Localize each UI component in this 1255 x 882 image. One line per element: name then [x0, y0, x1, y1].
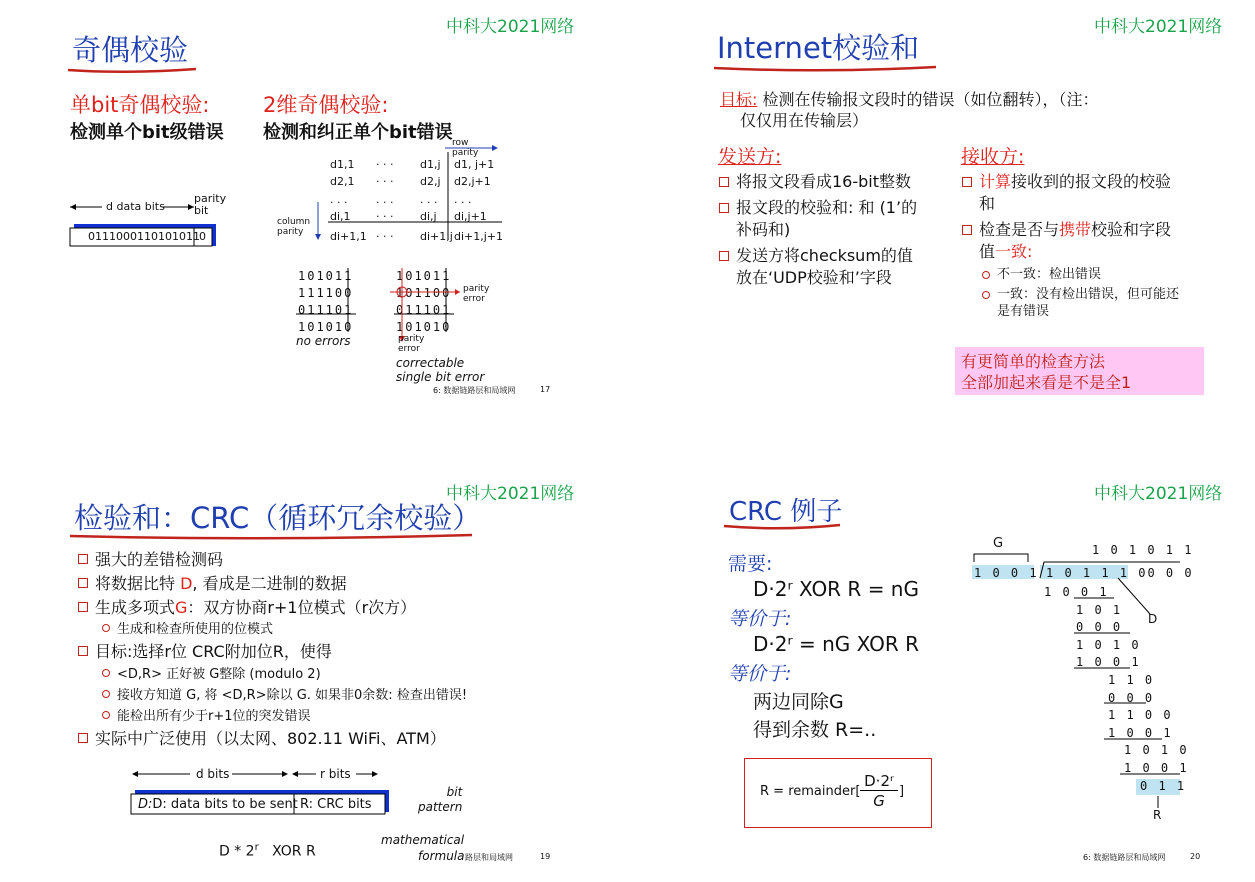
data-bits-box-label: D:D: data bits to be sent: [138, 797, 298, 812]
crc-bits-box-label: R: CRC bits: [300, 797, 372, 812]
list-item: <D,R> 正好被 G整除 (modulo 2): [78, 664, 538, 685]
list-item: 强大的差错检测码: [78, 548, 538, 572]
dividend: 1 0 1 1 1 00 0 0: [1046, 566, 1194, 580]
divisor-label: G: [993, 536, 1004, 551]
single-bit-error-label: single bit error: [396, 370, 485, 384]
single-parity-heading: 单bit奇偶校验:: [70, 93, 210, 117]
division-steps: 1 0 0 1 1 0 1 0 0 0 1 0 1 0 1 0 0 1 1 1 0 0 0 0 1 1 0 0 1 0 0 1 1 0 1 0 1 0 0 1 0 1 1: [1044, 585, 1189, 793]
slide-footer: 6: 数据链路层和局域网: [1083, 853, 1166, 862]
two-dim-parity-desc: 检测和纠正单个bit错误: [263, 122, 453, 143]
slide-footer: 6: 数据链路层和局域网: [433, 386, 516, 395]
d-bits-label: d bits: [196, 767, 230, 781]
list-item: 不一致：检出错误: [982, 266, 1184, 283]
note-box: [955, 347, 1204, 395]
title-underline: [66, 64, 206, 78]
title-underline: [722, 520, 846, 534]
single-parity-desc: 检测单个bit级错误: [70, 122, 224, 143]
slide-title: CRC 例子: [729, 497, 843, 527]
list-item: 报文段的校验和: 和 (1’的补码和): [719, 197, 919, 241]
page-number: 17: [540, 385, 551, 394]
quotient: 1 0 1 0 1 1: [1092, 543, 1194, 557]
list-item: 目标:选择r位 CRC附加位R，使得: [78, 640, 538, 664]
list-item: 将报文段看成16-bit整数: [719, 171, 919, 193]
parity-bit-label: parity bit: [194, 192, 227, 217]
divisor: 1 0 0 1: [974, 566, 1039, 580]
list-item: 接收方知道 G, 将 <D,R>除以 G. 如果非0余数: 检查出错误!: [78, 685, 538, 706]
data-word: 0111000110101011: [88, 230, 200, 243]
equation-2: D·2ʳ = nG XOR R: [753, 632, 919, 656]
parity-error-label-row: parity error: [463, 284, 490, 304]
formula-label: formula: [418, 849, 465, 863]
parity-error-label-col: parity error: [398, 334, 425, 354]
page-number: 19: [540, 852, 551, 861]
r-bits-label: r bits: [320, 767, 351, 781]
list-item: 检查是否与携带校验和字段值一致:: [962, 219, 1184, 263]
d-pointer-label: D: [1148, 612, 1158, 626]
receiver-list: [962, 171, 1184, 320]
list-item: 计算接收到的报文段的校验和: [962, 171, 1184, 215]
sender-heading: 发送方:: [718, 146, 782, 168]
bit-pattern-label: bit pattern: [418, 785, 463, 814]
receiver-heading: 接收方:: [961, 146, 1025, 168]
correctable-label: correctable: [396, 356, 465, 370]
column-parity-label: column parity: [277, 217, 311, 237]
math-label: mathematical: [381, 833, 465, 847]
goal-line: 目标: 检测在传输报文段时的错误（如位翻转），（注：: [720, 90, 1099, 109]
title-underline: [712, 62, 942, 76]
two-dim-parity-heading: 2维奇偶校验:: [263, 93, 389, 117]
goal-line-2: 仅仅用在传输层）: [740, 111, 869, 130]
remainder-close: ]: [899, 784, 905, 799]
remainder-text: R = remainder[: [760, 784, 861, 799]
error-grid: 101011 101100 011101 101010: [396, 269, 452, 334]
slide-footer: 路层和局域网: [465, 853, 513, 862]
org-label: 中科大2021网络: [1094, 17, 1223, 37]
remainder-denominator: G: [873, 792, 885, 810]
list-item: 能检出所有少于r+1位的突发错误: [78, 706, 538, 727]
d-data-bits-label: d data bits: [106, 200, 165, 213]
slide-title: 奇偶校验: [72, 33, 189, 67]
list-item: 一致：没有检出错误，但可能还是有错误: [982, 286, 1184, 320]
no-error-grid: 101011 111100 011101 101010: [298, 269, 354, 334]
no-errors-label: no errors: [296, 334, 351, 348]
parity-example-lines: [290, 262, 490, 342]
equiv-label-2: 等价于:: [728, 663, 792, 685]
org-label: 中科大2021网络: [1094, 484, 1223, 504]
list-item: 将数据比特 D, 看成是二进制的数据: [78, 572, 538, 596]
list-item: 生成多项式G：双方协商r+1位模式（r次方）: [78, 596, 538, 620]
slide-title: Internet校验和: [717, 31, 920, 65]
step-text-2: 得到余数 R=..: [753, 719, 877, 741]
sender-list: [719, 171, 919, 289]
list-item: 生成和检查所使用的位模式: [78, 620, 538, 640]
org-label: 中科大2021网络: [446, 484, 575, 504]
equiv-label: 等价于:: [728, 608, 792, 630]
remainder-label: R: [1153, 808, 1162, 822]
crc-formula: D * 2$^r$ XOR R: [219, 842, 316, 860]
equation-1: D·2ʳ XOR R = nG: [753, 577, 919, 601]
row-parity-label: row parity: [452, 138, 479, 158]
need-label: 需要:: [728, 553, 773, 575]
crc-list: [78, 548, 538, 751]
list-item: 实际中广泛使用（以太网、802.11 WiFi、ATM）: [78, 727, 538, 751]
note-line-1: 有更简单的检查方法: [961, 352, 1106, 371]
list-item: 发送方将checksum的值放在‘UDP校验和’字段: [719, 245, 919, 289]
slide-title: 检验和：CRC（循环冗余校验）: [74, 501, 482, 535]
note-line-2: 全部加起来看是不是全1: [961, 373, 1132, 392]
page-number: 20: [1190, 852, 1201, 861]
remainder-numerator: D·2ʳ: [860, 772, 898, 791]
step-text-1: 两边同除G: [753, 691, 844, 713]
org-label: 中科大2021网络: [446, 17, 575, 37]
title-underline: [68, 530, 478, 544]
parity-value: 0: [199, 230, 206, 243]
